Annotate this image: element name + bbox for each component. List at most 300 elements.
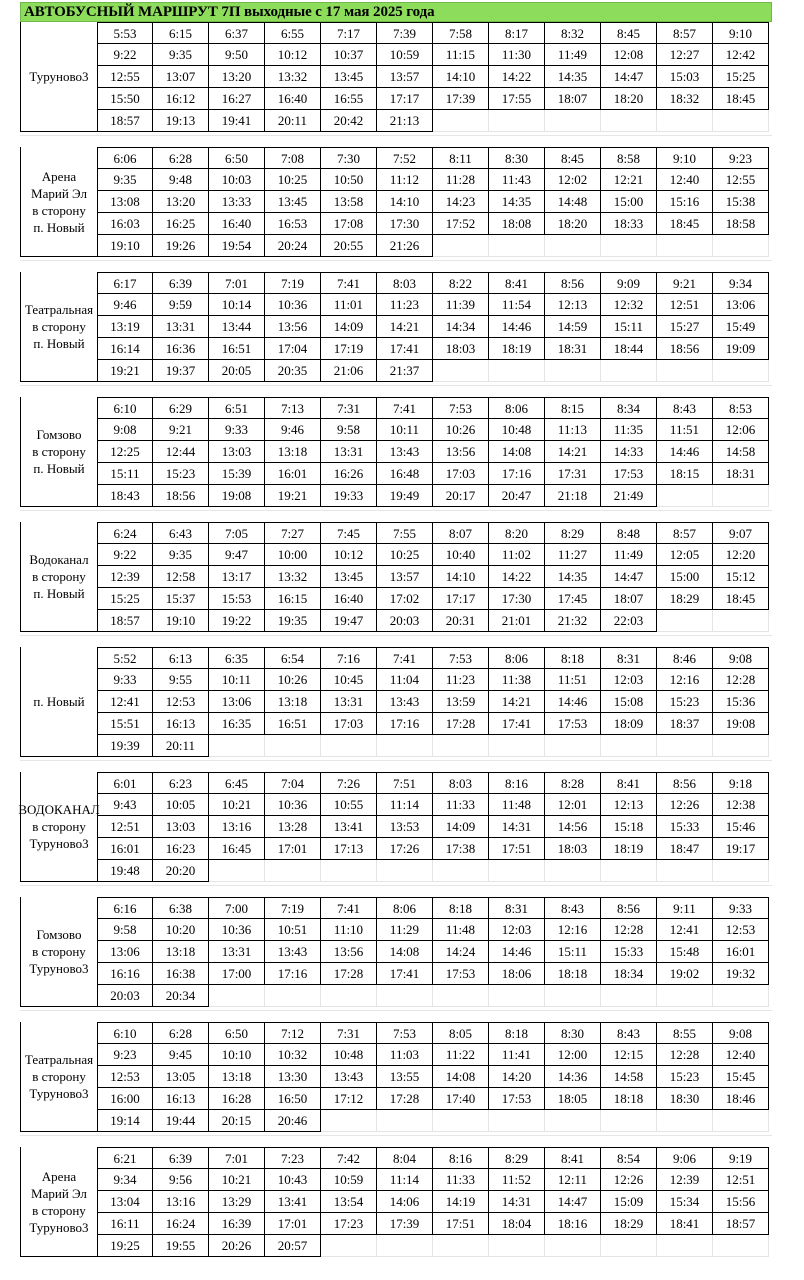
departure-time: 9:08 bbox=[713, 1022, 769, 1044]
departure-time: 17:52 bbox=[433, 213, 489, 235]
departure-time: 15:25 bbox=[97, 588, 153, 610]
departure-time: 16:13 bbox=[153, 713, 209, 735]
departure-time: 12:53 bbox=[713, 919, 769, 941]
departure-time: 17:39 bbox=[377, 1213, 433, 1235]
departure-time: 12:21 bbox=[601, 169, 657, 191]
departure-time: 14:36 bbox=[545, 1066, 601, 1088]
departure-time: 12:51 bbox=[713, 1169, 769, 1191]
stop-label-cell bbox=[20, 272, 97, 382]
stop-name: Водоканал в сторону п. Новый bbox=[29, 552, 89, 601]
departure-time: 8:56 bbox=[601, 897, 657, 919]
departure-time: 8:43 bbox=[545, 897, 601, 919]
stop-label-cell bbox=[20, 397, 97, 507]
departure-time: 18:04 bbox=[489, 1213, 545, 1235]
departure-time: 18:07 bbox=[545, 88, 601, 110]
departure-time: 18:32 bbox=[657, 88, 713, 110]
departure-time: 18:56 bbox=[657, 338, 713, 360]
stop-block bbox=[20, 22, 772, 132]
empty-cell bbox=[321, 985, 377, 1007]
empty-cell bbox=[713, 485, 769, 507]
departure-time: 17:08 bbox=[321, 213, 377, 235]
departure-time: 13:05 bbox=[153, 1066, 209, 1088]
departure-time: 14:35 bbox=[489, 191, 545, 213]
departure-time: 5:53 bbox=[97, 22, 153, 44]
departure-time: 16:45 bbox=[209, 838, 265, 860]
departure-time: 15:34 bbox=[657, 1191, 713, 1213]
departure-time: 18:43 bbox=[97, 485, 153, 507]
departure-time: 19:49 bbox=[377, 485, 433, 507]
departure-time: 14:47 bbox=[601, 66, 657, 88]
departure-time: 16:55 bbox=[321, 88, 377, 110]
empty-cell bbox=[601, 735, 657, 757]
stop-name: Гомзово в сторону Туруново3 bbox=[29, 927, 89, 976]
empty-cell bbox=[209, 985, 265, 1007]
departure-time: 11:14 bbox=[377, 794, 433, 816]
empty-cell bbox=[713, 860, 769, 882]
departure-time: 10:12 bbox=[265, 44, 321, 66]
departure-time: 21:18 bbox=[545, 485, 601, 507]
departure-time: 18:05 bbox=[545, 1088, 601, 1110]
departure-time: 12:42 bbox=[713, 44, 769, 66]
block-separator bbox=[20, 1135, 772, 1136]
departure-time: 16:25 bbox=[153, 213, 209, 235]
departure-time: 8:58 bbox=[601, 147, 657, 169]
empty-cell bbox=[433, 360, 489, 382]
departure-time: 19:32 bbox=[713, 963, 769, 985]
departure-time: 8:07 bbox=[433, 522, 489, 544]
departure-time: 13:28 bbox=[265, 816, 321, 838]
departure-time: 12:28 bbox=[713, 669, 769, 691]
departure-time: 15:03 bbox=[657, 66, 713, 88]
departure-time: 9:10 bbox=[657, 147, 713, 169]
stop-label-cell bbox=[20, 22, 97, 132]
departure-time: 17:30 bbox=[377, 213, 433, 235]
empty-cell bbox=[657, 1235, 713, 1257]
departure-time: 15:23 bbox=[657, 691, 713, 713]
departure-time: 8:15 bbox=[545, 397, 601, 419]
departure-time: 12:01 bbox=[545, 794, 601, 816]
departure-time: 9:06 bbox=[657, 1147, 713, 1169]
departure-time: 18:29 bbox=[657, 588, 713, 610]
departure-time: 8:06 bbox=[489, 397, 545, 419]
departure-time: 7:27 bbox=[265, 522, 321, 544]
departure-time: 15:12 bbox=[713, 566, 769, 588]
departure-time: 20:31 bbox=[433, 610, 489, 632]
departure-time: 9:22 bbox=[97, 544, 153, 566]
departure-time: 18:20 bbox=[545, 213, 601, 235]
departure-time: 12:44 bbox=[153, 441, 209, 463]
departure-time: 18:29 bbox=[601, 1213, 657, 1235]
departure-time: 9:35 bbox=[153, 44, 209, 66]
departure-time: 19:10 bbox=[153, 610, 209, 632]
departure-time: 9:10 bbox=[713, 22, 769, 44]
departure-time: 7:13 bbox=[265, 397, 321, 419]
departure-time: 7:53 bbox=[433, 397, 489, 419]
departure-time: 16:51 bbox=[265, 713, 321, 735]
departure-time: 14:58 bbox=[713, 441, 769, 463]
departure-time: 17:19 bbox=[321, 338, 377, 360]
empty-cell bbox=[601, 860, 657, 882]
empty-cell bbox=[321, 735, 377, 757]
departure-time: 11:38 bbox=[489, 669, 545, 691]
departure-time: 19:44 bbox=[153, 1110, 209, 1132]
departure-time: 12:02 bbox=[545, 169, 601, 191]
departure-time: 15:50 bbox=[97, 88, 153, 110]
empty-cell bbox=[489, 110, 545, 132]
departure-time: 6:17 bbox=[97, 272, 153, 294]
departure-time: 17:53 bbox=[433, 963, 489, 985]
departure-time: 13:20 bbox=[209, 66, 265, 88]
departure-time: 12:41 bbox=[97, 691, 153, 713]
empty-cell bbox=[377, 1110, 433, 1132]
departure-time: 6:38 bbox=[153, 897, 209, 919]
departure-time: 7:12 bbox=[265, 1022, 321, 1044]
empty-cell bbox=[209, 735, 265, 757]
departure-time: 16:40 bbox=[209, 213, 265, 235]
departure-time: 14:34 bbox=[433, 316, 489, 338]
departure-time: 18:56 bbox=[153, 485, 209, 507]
departure-time: 19:39 bbox=[97, 735, 153, 757]
departure-time: 8:53 bbox=[713, 397, 769, 419]
departure-time: 13:32 bbox=[265, 566, 321, 588]
empty-cell bbox=[545, 1235, 601, 1257]
departure-time: 8:17 bbox=[489, 22, 545, 44]
empty-cell bbox=[657, 360, 713, 382]
departure-time: 17:38 bbox=[433, 838, 489, 860]
departure-time: 12:39 bbox=[97, 566, 153, 588]
departure-time: 20:26 bbox=[209, 1235, 265, 1257]
departure-time: 11:27 bbox=[545, 544, 601, 566]
stop-block bbox=[20, 272, 772, 382]
departure-time: 11:35 bbox=[601, 419, 657, 441]
departure-time: 14:56 bbox=[545, 816, 601, 838]
departure-time: 9:09 bbox=[601, 272, 657, 294]
departure-time: 9:43 bbox=[97, 794, 153, 816]
empty-cell bbox=[433, 735, 489, 757]
departure-time: 12:15 bbox=[601, 1044, 657, 1066]
departure-time: 10:59 bbox=[321, 1169, 377, 1191]
empty-cell bbox=[545, 235, 601, 257]
departure-time: 9:22 bbox=[97, 44, 153, 66]
departure-time: 14:19 bbox=[433, 1191, 489, 1213]
departure-time: 19:14 bbox=[97, 1110, 153, 1132]
departure-time: 16:00 bbox=[97, 1088, 153, 1110]
departure-time: 14:46 bbox=[489, 941, 545, 963]
departure-time: 12:51 bbox=[97, 816, 153, 838]
departure-time: 7:04 bbox=[265, 772, 321, 794]
departure-time: 15:16 bbox=[657, 191, 713, 213]
departure-time: 11:51 bbox=[657, 419, 713, 441]
stop-name: Театральная в сторону Туруново3 bbox=[24, 1052, 94, 1101]
departure-time: 10:48 bbox=[489, 419, 545, 441]
departure-time: 16:24 bbox=[153, 1213, 209, 1235]
schedule-title: АВТОБУСНЫЙ МАРШРУТ 7П выходные с 17 мая 2025 года bbox=[24, 4, 435, 20]
stop-name: ВОДОКАНАЛ в сторону Туруново3 bbox=[18, 802, 100, 851]
empty-cell bbox=[545, 735, 601, 757]
departure-time: 22:03 bbox=[601, 610, 657, 632]
departure-time: 13:56 bbox=[321, 941, 377, 963]
departure-time: 9:34 bbox=[713, 272, 769, 294]
departure-time: 16:11 bbox=[97, 1213, 153, 1235]
departure-time: 12:39 bbox=[657, 1169, 713, 1191]
departure-time: 8:34 bbox=[601, 397, 657, 419]
departure-time: 8:57 bbox=[657, 22, 713, 44]
departure-time: 13:17 bbox=[209, 566, 265, 588]
departure-time: 9:58 bbox=[97, 919, 153, 941]
departure-time: 18:57 bbox=[97, 110, 153, 132]
departure-time: 19:21 bbox=[97, 360, 153, 382]
departure-time: 13:43 bbox=[377, 691, 433, 713]
departure-time: 12:26 bbox=[657, 794, 713, 816]
departure-time: 12:13 bbox=[601, 794, 657, 816]
departure-time: 10:26 bbox=[265, 669, 321, 691]
departure-time: 7:19 bbox=[265, 272, 321, 294]
departure-time: 17:41 bbox=[377, 963, 433, 985]
departure-time: 13:18 bbox=[265, 691, 321, 713]
departure-time: 19:21 bbox=[265, 485, 321, 507]
departure-time: 8:28 bbox=[545, 772, 601, 794]
block-separator bbox=[20, 510, 772, 511]
departure-time: 8:03 bbox=[433, 772, 489, 794]
departure-time: 6:06 bbox=[97, 147, 153, 169]
empty-cell bbox=[489, 1235, 545, 1257]
empty-cell bbox=[377, 1235, 433, 1257]
departure-time: 20:47 bbox=[489, 485, 545, 507]
departure-time: 14:20 bbox=[489, 1066, 545, 1088]
departure-time: 18:19 bbox=[489, 338, 545, 360]
empty-cell bbox=[377, 860, 433, 882]
schedule-header bbox=[20, 2, 772, 22]
empty-cell bbox=[657, 610, 713, 632]
departure-time: 15:33 bbox=[657, 816, 713, 838]
departure-time: 11:33 bbox=[433, 1169, 489, 1191]
departure-time: 18:45 bbox=[657, 213, 713, 235]
empty-cell bbox=[433, 1235, 489, 1257]
departure-time: 12:40 bbox=[713, 1044, 769, 1066]
block-separator bbox=[20, 385, 772, 386]
departure-time: 11:33 bbox=[433, 794, 489, 816]
departure-time: 8:45 bbox=[601, 22, 657, 44]
departure-time: 10:25 bbox=[377, 544, 433, 566]
departure-time: 12:55 bbox=[97, 66, 153, 88]
departure-time: 14:59 bbox=[545, 316, 601, 338]
departure-time: 15:25 bbox=[713, 66, 769, 88]
departure-time: 7:45 bbox=[321, 522, 377, 544]
departure-time: 7:30 bbox=[321, 147, 377, 169]
departure-time: 13:59 bbox=[433, 691, 489, 713]
departure-time: 13:31 bbox=[153, 316, 209, 338]
departure-time: 14:21 bbox=[377, 316, 433, 338]
departure-time: 13:45 bbox=[321, 66, 377, 88]
empty-cell bbox=[433, 1110, 489, 1132]
departure-time: 14:22 bbox=[489, 66, 545, 88]
departure-time: 6:10 bbox=[97, 397, 153, 419]
departure-time: 14:10 bbox=[433, 66, 489, 88]
departure-time: 18:07 bbox=[601, 588, 657, 610]
departure-time: 14:08 bbox=[489, 441, 545, 463]
departure-time: 17:12 bbox=[321, 1088, 377, 1110]
empty-cell bbox=[545, 860, 601, 882]
departure-time: 11:12 bbox=[377, 169, 433, 191]
departure-time: 9:33 bbox=[97, 669, 153, 691]
departure-time: 12:32 bbox=[601, 294, 657, 316]
departure-time: 8:06 bbox=[489, 647, 545, 669]
departure-time: 8:30 bbox=[545, 1022, 601, 1044]
departure-time: 8:41 bbox=[545, 1147, 601, 1169]
departure-time: 13:07 bbox=[153, 66, 209, 88]
departure-time: 13:30 bbox=[265, 1066, 321, 1088]
empty-cell bbox=[657, 235, 713, 257]
departure-time: 14:10 bbox=[377, 191, 433, 213]
departure-time: 6:51 bbox=[209, 397, 265, 419]
departure-time: 18:31 bbox=[545, 338, 601, 360]
departure-time: 17:53 bbox=[489, 1088, 545, 1110]
departure-time: 13:56 bbox=[265, 316, 321, 338]
departure-time: 8:57 bbox=[657, 522, 713, 544]
departure-time: 7:58 bbox=[433, 22, 489, 44]
departure-time: 17:55 bbox=[489, 88, 545, 110]
departure-time: 9:11 bbox=[657, 897, 713, 919]
departure-time: 12:03 bbox=[489, 919, 545, 941]
departure-time: 17:23 bbox=[321, 1213, 377, 1235]
departure-time: 17:16 bbox=[489, 463, 545, 485]
empty-cell bbox=[713, 235, 769, 257]
departure-time: 14:10 bbox=[433, 566, 489, 588]
empty-cell bbox=[601, 110, 657, 132]
stop-label-cell bbox=[20, 147, 97, 257]
departure-time: 18:19 bbox=[601, 838, 657, 860]
departure-time: 8:18 bbox=[489, 1022, 545, 1044]
departure-time: 8:48 bbox=[601, 522, 657, 544]
departure-time: 8:32 bbox=[545, 22, 601, 44]
departure-time: 18:18 bbox=[601, 1088, 657, 1110]
empty-cell bbox=[433, 235, 489, 257]
departure-time: 7:53 bbox=[377, 1022, 433, 1044]
stop-block bbox=[20, 772, 772, 882]
departure-time: 10:11 bbox=[377, 419, 433, 441]
departure-time: 16:15 bbox=[265, 588, 321, 610]
departure-time: 18:03 bbox=[545, 838, 601, 860]
departure-time: 17:53 bbox=[545, 713, 601, 735]
block-separator bbox=[20, 1010, 772, 1011]
departure-time: 18:47 bbox=[657, 838, 713, 860]
departure-time: 19:08 bbox=[713, 713, 769, 735]
departure-time: 11:03 bbox=[377, 1044, 433, 1066]
departure-time: 20:57 bbox=[265, 1235, 321, 1257]
departure-time: 13:32 bbox=[265, 66, 321, 88]
departure-time: 13:19 bbox=[97, 316, 153, 338]
departure-time: 11:43 bbox=[489, 169, 545, 191]
departure-time: 16:28 bbox=[209, 1088, 265, 1110]
departure-time: 6:21 bbox=[97, 1147, 153, 1169]
departure-time: 15:46 bbox=[713, 816, 769, 838]
departure-time: 10:50 bbox=[321, 169, 377, 191]
departure-time: 10:36 bbox=[265, 294, 321, 316]
departure-time: 9:47 bbox=[209, 544, 265, 566]
departure-time: 16:40 bbox=[265, 88, 321, 110]
departure-time: 8:06 bbox=[377, 897, 433, 919]
stop-block bbox=[20, 147, 772, 257]
departure-time: 14:35 bbox=[545, 566, 601, 588]
departure-time: 19:35 bbox=[265, 610, 321, 632]
departure-time: 10:05 bbox=[153, 794, 209, 816]
departure-time: 15:23 bbox=[153, 463, 209, 485]
departure-time: 9:08 bbox=[97, 419, 153, 441]
departure-time: 19:55 bbox=[153, 1235, 209, 1257]
departure-time: 13:29 bbox=[209, 1191, 265, 1213]
departure-time: 17:30 bbox=[489, 588, 545, 610]
departure-time: 13:45 bbox=[265, 191, 321, 213]
departure-time: 20:34 bbox=[153, 985, 209, 1007]
departure-time: 15:39 bbox=[209, 463, 265, 485]
departure-time: 16:38 bbox=[153, 963, 209, 985]
departure-time: 16:01 bbox=[265, 463, 321, 485]
empty-cell bbox=[657, 735, 713, 757]
empty-cell bbox=[321, 860, 377, 882]
departure-time: 10:26 bbox=[433, 419, 489, 441]
departure-time: 11:41 bbox=[489, 1044, 545, 1066]
departure-time: 16:40 bbox=[321, 588, 377, 610]
departure-time: 9:21 bbox=[153, 419, 209, 441]
departure-time: 7:53 bbox=[433, 647, 489, 669]
empty-cell bbox=[545, 985, 601, 1007]
departure-time: 7:39 bbox=[377, 22, 433, 44]
departure-time: 7:41 bbox=[377, 397, 433, 419]
empty-cell bbox=[657, 860, 713, 882]
empty-cell bbox=[489, 235, 545, 257]
departure-time: 13:57 bbox=[377, 566, 433, 588]
departure-time: 16:01 bbox=[97, 838, 153, 860]
stop-label-cell bbox=[20, 647, 97, 757]
departure-time: 14:24 bbox=[433, 941, 489, 963]
departure-time: 12:53 bbox=[153, 691, 209, 713]
departure-time: 10:20 bbox=[153, 919, 209, 941]
departure-time: 13:55 bbox=[377, 1066, 433, 1088]
departure-time: 6:39 bbox=[153, 272, 209, 294]
departure-time: 15:48 bbox=[657, 941, 713, 963]
departure-time: 17:17 bbox=[377, 88, 433, 110]
departure-time: 18:30 bbox=[657, 1088, 713, 1110]
departure-time: 18:37 bbox=[657, 713, 713, 735]
departure-time: 8:43 bbox=[601, 1022, 657, 1044]
departure-time: 19:41 bbox=[209, 110, 265, 132]
departure-time: 7:16 bbox=[321, 647, 377, 669]
departure-time: 17:01 bbox=[265, 1213, 321, 1235]
departure-time: 15:36 bbox=[713, 691, 769, 713]
empty-cell bbox=[321, 1110, 377, 1132]
departure-time: 18:58 bbox=[713, 213, 769, 235]
departure-time: 9:33 bbox=[713, 897, 769, 919]
empty-cell bbox=[377, 985, 433, 1007]
departure-time: 14:21 bbox=[545, 441, 601, 463]
departure-time: 12:58 bbox=[153, 566, 209, 588]
departure-time: 15:38 bbox=[713, 191, 769, 213]
departure-time: 18:45 bbox=[713, 588, 769, 610]
departure-time: 9:46 bbox=[265, 419, 321, 441]
departure-time: 15:08 bbox=[601, 691, 657, 713]
departure-time: 8:55 bbox=[657, 1022, 713, 1044]
departure-time: 19:17 bbox=[713, 838, 769, 860]
departure-time: 20:17 bbox=[433, 485, 489, 507]
stop-name: Гомзово в сторону п. Новый bbox=[32, 427, 86, 476]
departure-time: 15:27 bbox=[657, 316, 713, 338]
departure-time: 17:28 bbox=[433, 713, 489, 735]
departure-time: 18:31 bbox=[713, 463, 769, 485]
block-separator bbox=[20, 635, 772, 636]
departure-time: 18:33 bbox=[601, 213, 657, 235]
empty-cell bbox=[713, 1110, 769, 1132]
departure-time: 21:06 bbox=[321, 360, 377, 382]
